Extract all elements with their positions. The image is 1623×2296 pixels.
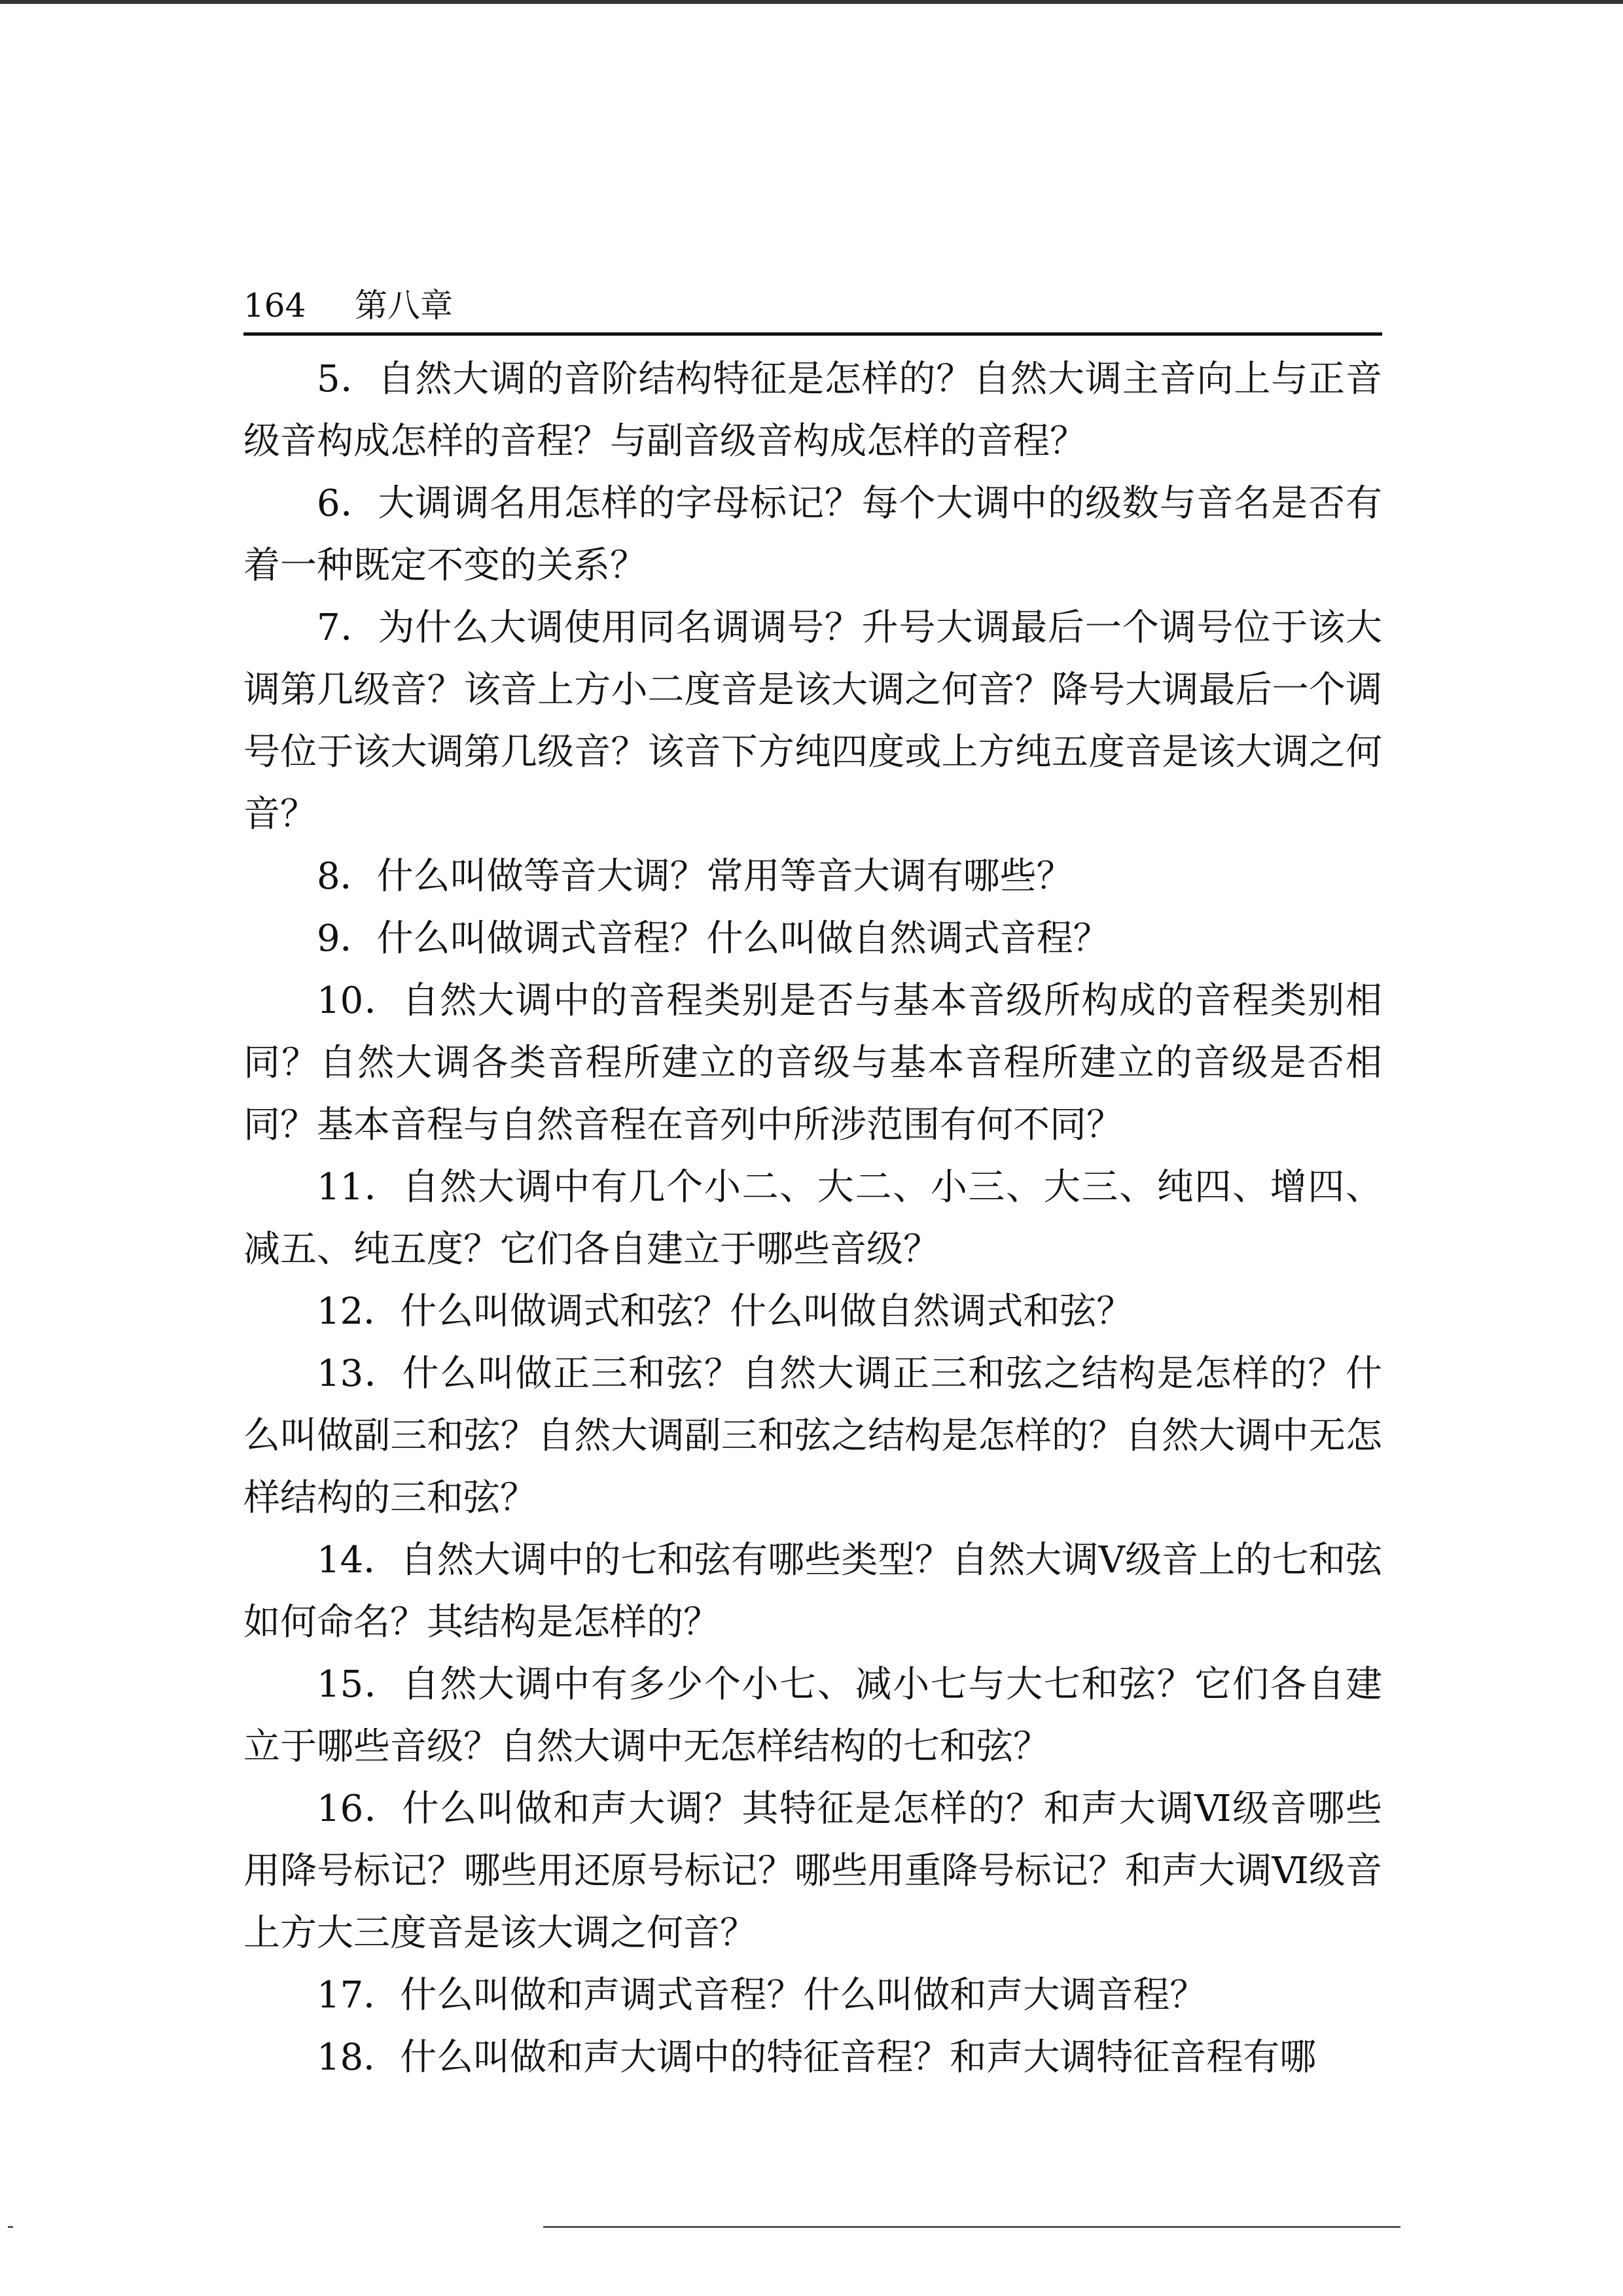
question-18: 18．什么叫做和声大调中的特征音程？和声大调特征音程有哪 xyxy=(317,2036,1317,2079)
question-5: 5．自然大调的音阶结构特征是怎样的？自然大调主音向上与正音级音构成怎样的音程？与副音级音构成怎样的音程？ xyxy=(243,358,1382,463)
question-list xyxy=(243,348,1382,2089)
scan-top-edge xyxy=(0,0,1623,4)
scan-edge-mark xyxy=(8,2226,13,2228)
question-8: 8．什么叫做等音大调？常用等音大调有哪些？ xyxy=(317,855,1073,898)
page-number: 164 xyxy=(243,287,306,325)
question-14: 14．自然大调中的七和弦有哪些类型？自然大调Ⅴ级音上的七和弦如何命名？其结构是怎样的？ xyxy=(243,1539,1382,1644)
question-15: 15．自然大调中有多少个小七、减小七与大七和弦？它们各自建立于哪些音级？自然大调中无怎样结构的七和弦？ xyxy=(243,1663,1382,1768)
question-16: 16．什么叫做和声大调？其特征是怎样的？和声大调Ⅵ级音哪些用降号标记？哪些用还原号标记？哪些用重降号标记？和声大调Ⅵ级音上方大三度音是该大调之何音？ xyxy=(243,1788,1383,1954)
header-rule xyxy=(243,332,1382,336)
page-header xyxy=(243,283,1382,328)
question-17: 17．什么叫做和声调式音程？什么叫做和声大调音程？ xyxy=(317,1974,1207,2017)
question-11: 11．自然大调中有几个小二、大二、小三、大三、纯四、增四、减五、纯五度？它们各自建立于哪些音级？ xyxy=(243,1166,1382,1271)
chapter-title: 第八章 xyxy=(355,287,453,325)
bottom-scan-rule xyxy=(543,2226,1400,2228)
question-10: 10．自然大调中的音程类别是否与基本音级所构成的音程类别相同？自然大调各类音程所建立的音级与基本音程所建立的音级是否相同？基本音程与自然音程在音列中所涉范围有何不同？ xyxy=(243,980,1382,1146)
question-12: 12．什么叫做调式和弦？什么叫做自然调式和弦？ xyxy=(317,1290,1133,1333)
question-9: 9．什么叫做调式音程？什么叫做自然调式音程？ xyxy=(317,917,1110,960)
question-6: 6．大调调名用怎样的字母标记？每个大调中的级数与音名是否有着一种既定不变的关系？ xyxy=(243,482,1382,587)
question-13: 13．什么叫做正三和弦？自然大调正三和弦之结构是怎样的？什么叫做副三和弦？自然大调副三和弦之结构是怎样的？自然大调中无怎样结构的三和弦？ xyxy=(243,1352,1382,1519)
question-7: 7．为什么大调使用同名调调号？升号大调最后一个调号位于该大调第几级音？该音上方小二度音是该大调之何音？降号大调最后一个调号位于该大调第几级音？该音下方纯四度或上方纯五度音是该大调之何音？ xyxy=(243,607,1382,836)
